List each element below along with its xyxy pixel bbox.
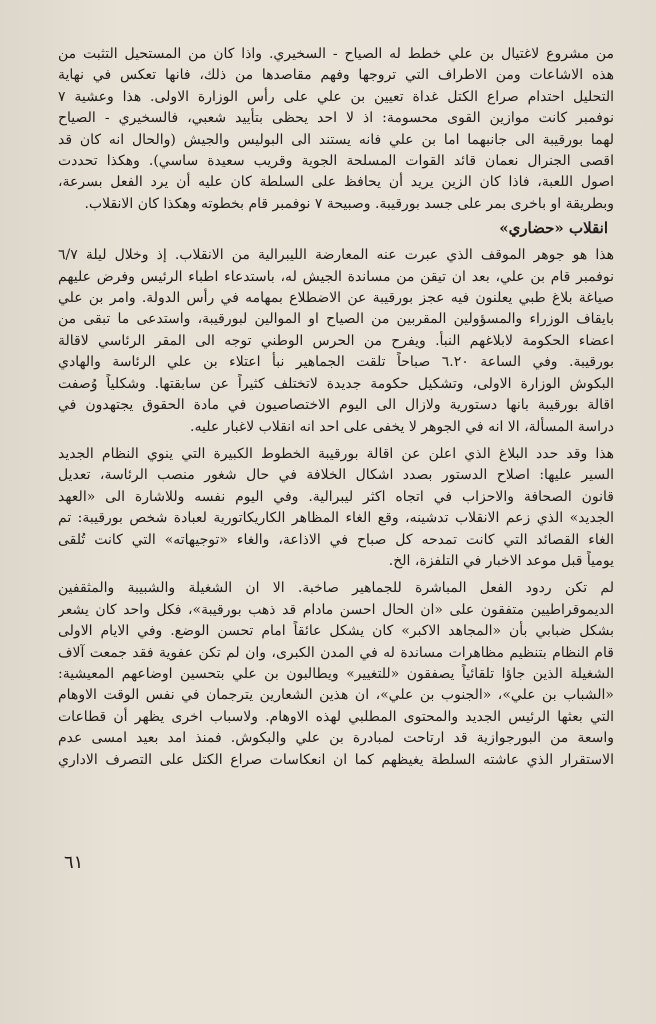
text-line: اصول اللعبة، فاذا كان الزين يريد أن يحافظ على السلطة كان عليه أن يرد الفعل بسرعة، — [58, 174, 614, 191]
text-line: الجديد» الذي زعم الانقلاب تدشينه، وقع الغاء المظاهر الكاريكاتورية لعبادة شخص بورقيبة: تم — [58, 510, 614, 527]
section-heading: انقلاب «حضاري» — [499, 219, 608, 238]
text-line: واسعة من البورجوازية قد ارتاحت لمبادرة بن علي والبكوش. فمنذ امد بعيد امسى عدم — [58, 730, 614, 747]
page-number: ٦١ — [64, 852, 84, 873]
text-line: بورقيبة. وفي الساعة ٦.٢٠ صباحاً تلقت الجماهير نبأ اعتلاء بن علي الرئاسة والهادي — [58, 354, 614, 371]
text-line: يومياً قبل موعد الاخبار في التلفزة، الخ. — [388, 552, 614, 569]
text-line: التي بعثها الرئيس الجديد والمحتوى المطلبي لهذه الاوهام. ولاسباب اخرى يظهر أن قطاعات — [58, 708, 614, 725]
text-line: صياغة بلاغ طبي يعلنون فيه عجز بورقيبة عن الاضطلاع بمهامه في رأس الدولة. وامر بن علي — [58, 290, 614, 307]
text-line: التحليل احتدام صراع الكتل غداة تعيين بن علي على رأس الوزارة الاولى. هذا وعشية ٧ — [58, 88, 614, 105]
text-line: قام النظام بتنظيم مظاهرات مساندة له في المدن الكبرى، وان لم تكن عفوية فقد جمعت آلاف — [58, 644, 614, 661]
text-line: وبطريقة او باخرى بمر على جسد بورقيبة. وصبيحة ٧ نوفمبر قام بخطوته وهكذا كان الانقلاب. — [84, 195, 614, 212]
text-line: بايقاف الوزراء والمسؤولين المقربين من الصياح او الموالين لبورقيبة، واستدعى ما تبقى من — [58, 311, 614, 328]
text-line: اعضاء الحكومة لابلاغهم النبأ. ويفرح من الحرس الوطني توجه الى المقر الرئاسي لاقالة — [58, 332, 614, 349]
paragraph-1 — [58, 44, 614, 215]
paragraph-4 — [58, 578, 614, 771]
text-line: اقالة بورقيبة بانها دستورية ولازال الى اليوم الاختصاصيون في مادة الحقوق يجتهدون في — [58, 397, 614, 414]
text-line: لهما بورقيبة الى جانبهما اما بن علي فانه يستند الى البوليس والجيش (والحال انه كان قد — [58, 131, 614, 148]
text-line: هذا هو جوهر الموقف الذي عبرت عنه المعارضة الليبرالية من الانقلاب. إذ وخلال ليلة ٦/٧ — [58, 247, 614, 264]
paragraph-3 — [58, 444, 614, 572]
text-line: الشغيلة الذين جاؤا تلقائياً يصفقون «للتغيير» ويطالبون بن علي بتحسين اوضاعهم المعيشية: — [58, 665, 614, 682]
text-line: هذا وقد حدد البلاغ الذي اعلن عن اقالة بورقيبة الخطوط الكبيرة التي ينوي النظام الجديد — [58, 445, 614, 462]
text-line: اقصى الجنرال نعمان قائد القوات المسلحة الجوية وقريب سعيدة ساسي). وهكذا تحددت — [58, 153, 614, 170]
text-line: بشكل ضبابي بأن «المجاهد الاكبر» كان يشكل عائقاً امام تحسن الوضع. وفي الايام الاولى — [58, 623, 614, 640]
text-line: البكوش الوزارة الاولى، وتشكيل حكومة جديدة لاتختلف كثيراً عن سابقتها. وشكلياً وُصفت — [58, 375, 614, 392]
text-line: قانون الصحافة والاحزاب في اتجاه اكثر ليبرالية. وفي اليوم نفسه وللاشارة الى «العهد — [58, 488, 614, 505]
text-line: نوفمبر قام بن علي، بعد ان تيقن من مساندة الجيش له، باستدعاء اطباء الرئيس وفرض عليهم — [58, 268, 614, 285]
text-line: دراسة المسألة، الا انه في الجوهر لا يخفى على احد انه انقلاب لاغبار عليه. — [190, 418, 614, 435]
text-line: السير عليها: اصلاح الدستور بصدد اشكال الخلافة في حال شغور منصب الرئاسة، تعديل — [58, 467, 614, 484]
text-line: هذه الاشاعات ومن الاطراف التي تروجها وفهم مقاصدها من ذلك، فانها تعكس في نهاية — [58, 67, 614, 84]
text-line: لم تكن ردود الفعل المباشرة للجماهير صاخبة. الا ان الشغيلة والشبيبة والمثقفين — [58, 580, 614, 597]
text-line: الغاء القصائد التي كانت تمدحه كل صباح في الاذاعة، والغاء «توجيهاته» التي كانت تُلقى — [58, 531, 614, 548]
paragraph-2 — [58, 245, 614, 438]
text-line: نوفمبر كانت موازين القوى محسومة: اذ لا احد يحظى بتأييد شعبي، فالسخيري - الصياح — [58, 110, 614, 127]
text-line: «الشباب بن علي»، «الجنوب بن علي»، ان هذين الشعارين يترجمان في نفس الوقت الاوهام — [58, 687, 614, 704]
text-line: الديموقراطيين متفقون على «ان الحال احسن مادام قد ذهب بورقيبة»، فكل واحد كان يشعر — [58, 601, 614, 618]
text-line: من مشروع لاغتيال بن علي خطط له الصياح - السخيري. واذا كان من المستحيل التثبت من — [58, 46, 614, 62]
text-line: الاستقرار الذي عاشته السلطة يغيظهم كما ان انعكاسات صراع الكتل على التصرف الاداري — [58, 751, 614, 768]
